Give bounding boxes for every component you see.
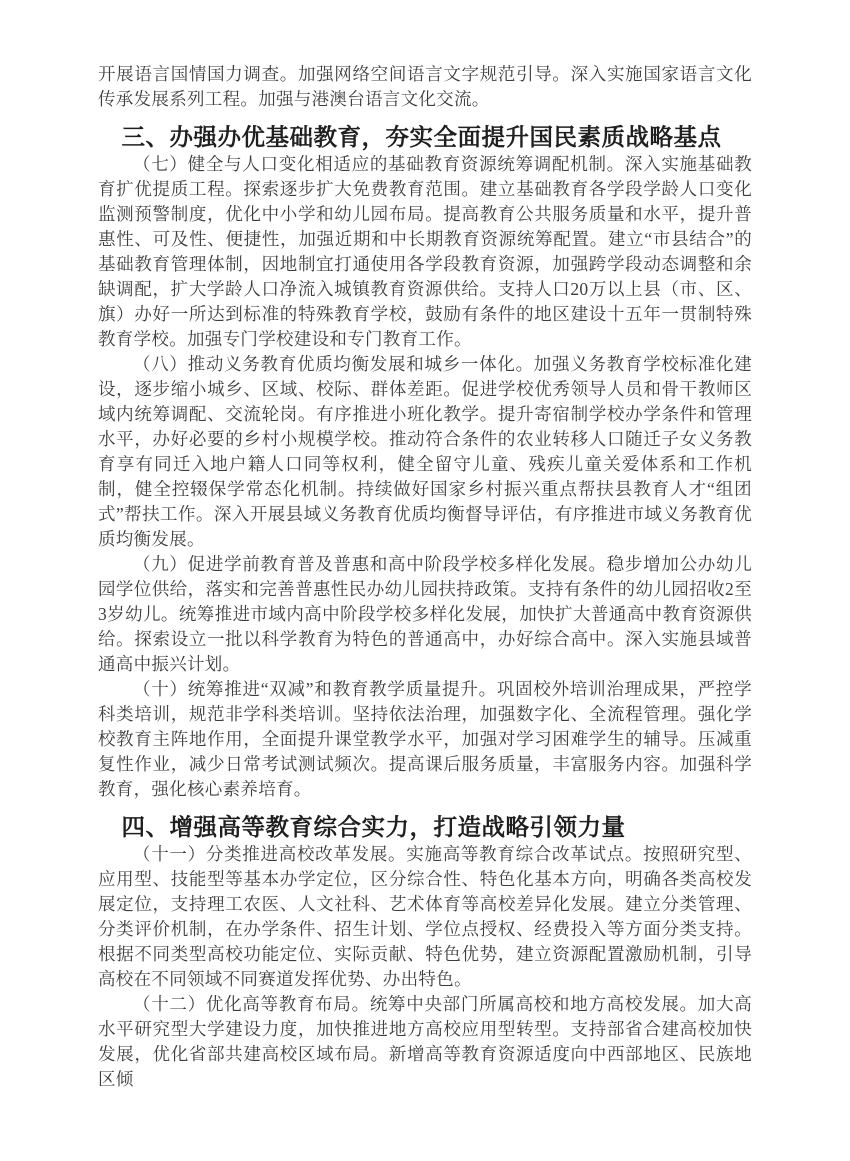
paragraph-item-11: （十一）分类推进高校改革发展。实施高等教育综合改革试点。按照研究型、应用型、技能型等基本办学定位，区分综合性、特色化基本方向，明确各类高校发展定位，支持理工农医、人文社科、艺术体育等高校差异化发展。建立分类管理、分类评价机制，在办学条件、招生计划、学位点授权、经费投入等方面分类支持。根据不同类型高校功能定位、实际贡献、特色优势，建立资源配置激励机制，引导高校在不同领域不同赛道发挥优势、办出特色。 [98, 844, 752, 989]
section-heading-4: 四、增强高等教育综合实力，打造战略引领力量 [121, 814, 626, 840]
paragraph-continuation: 开展语言国情国力调查。加强网络空间语言文字规范引导。深入实施国家语言文化传承发展系列工程。加强与港澳台语言文化交流。 [98, 64, 752, 109]
paragraph-item-7: （七）健全与人口变化相适应的基础教育资源统筹调配机制。深入实施基础教育扩优提质工程。探索逐步扩大免费教育范围。建立基础教育各学段学龄人口变化监测预警制度，优化中小学和幼儿园布局。提高教育公共服务质量和水平，提升普惠性、可及性、便捷性，加强近期和中长期教育资源统筹配置。建立“市县结合”的基础教育管理体制，因地制宜打通使用各学段教育资源，加强跨学段动态调整和余缺调配，扩大学龄人口净流入城镇教育资源供给。支持人口20万以上县（市、区、旗）办好一所达到标准的特殊教育学校，鼓励有条件的地区建设十五年一贯制特殊教育学校。加强专门学校建设和专门教育工作。 [98, 154, 752, 349]
section-heading-3: 三、办强办优基础教育，夯实全面提升国民素质战略基点 [121, 124, 722, 150]
paragraph-item-12: （十二）优化高等教育布局。统筹中央部门所属高校和地方高校发展。加大高水平研究型大学建设力度，加快推进地方高校应用型转型。支持部省合建高校加快发展，优化省部共建高校区域布局。新增高等教育资源适度向中西部地区、民族地区倾 [98, 994, 752, 1089]
paragraph-item-9: （九）促进学前教育普及普惠和高中阶段学校多样化发展。稳步增加公办幼儿园学位供给，落实和完善普惠性民办幼儿园扶持政策。支持有条件的幼儿园招收2至3岁幼儿。统筹推进市域内高中阶段学校多样化发展，加快扩大普通高中教育资源供给。探索设立一批以科学教育为特色的普通高中，办好综合高中。深入实施县域普通高中振兴计划。 [98, 554, 752, 674]
paragraph-item-8: （八）推动义务教育优质均衡发展和城乡一体化。加强义务教育学校标准化建设，逐步缩小城乡、区域、校际、群体差距。促进学校优秀领导人员和骨干教师区域内统筹调配、交流轮岗。有序推进小班化教学。提升寄宿制学校办学条件和管理水平，办好必要的乡村小规模学校。推动符合条件的农业转移人口随迁子女义务教育享有同迁入地户籍人口同等权利，健全留守儿童、残疾儿童关爱体系和工作机制，健全控辍保学常态化机制。持续做好国家乡村振兴重点帮扶县教育人才“组团式”帮扶工作。深入开展县域义务教育优质均衡督导评估，有序推进市域义务教育优质均衡发展。 [98, 354, 752, 549]
paragraph-item-10: （十）统筹推进“双减”和教育教学质量提升。巩固校外培训治理成果，严控学科类培训，规范非学科类培训。坚持依法治理，加强数字化、全流程管理。强化学校教育主阵地作用，全面提升课堂教学水平，加强对学习困难学生的辅导。压减重复性作业，减少日常考试测试频次。提高课后服务质量，丰富服务内容。加强科学教育，强化核心素养培育。 [98, 679, 752, 799]
